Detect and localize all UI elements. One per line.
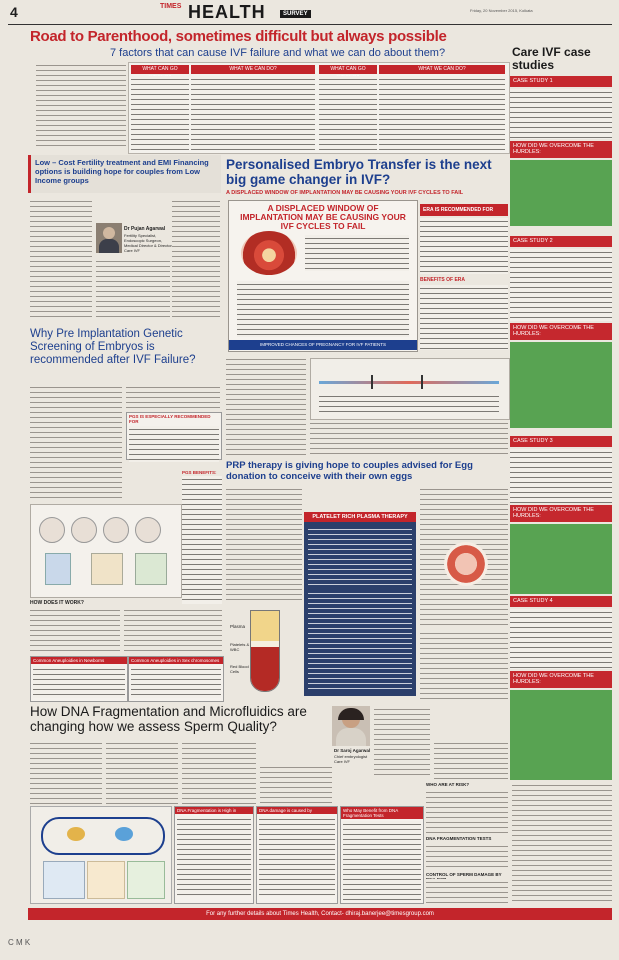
table-col-4: [379, 76, 505, 150]
pgs-how-text: [30, 607, 120, 653]
prp-graphic-text: [308, 590, 412, 690]
era-recommended-list: [420, 218, 508, 274]
print-marks: C M K: [8, 938, 31, 947]
prp-col-1: [226, 486, 302, 604]
table-col-1: [131, 76, 189, 150]
pgs-recommended-title: PGS IS ESPECIALLY RECOMMENDED FOR: [129, 414, 211, 424]
era-graphic-bar-text: IMPROVED CHANCES OF PREGNANCY FOR IVF PATIENTS: [259, 342, 386, 347]
era-graphic-bar: [229, 340, 417, 350]
pgs-benefits: [182, 470, 222, 610]
dna-sub-control: CONTROL OF SPERM DAMAGE BY: [426, 872, 502, 877]
case-study-1-result: [510, 160, 612, 226]
prp-tube-illustration: [230, 606, 302, 696]
pgs-table-newborns-rows: [33, 666, 125, 698]
pgs-col-1: [30, 384, 122, 500]
dna-table-cause: [256, 806, 338, 904]
low-cost-col-1: [30, 198, 92, 318]
pgs-recommended-box: [126, 412, 222, 460]
case-study-1: [510, 76, 612, 226]
table-header-do-2: WHAT WE CAN DO?: [379, 65, 505, 74]
case-study-4-result: [510, 690, 612, 780]
era-body-col-1: [226, 356, 306, 456]
dna-microfluidics-diagram: [30, 806, 172, 904]
prp-circle-graphic: [436, 540, 498, 596]
case-study-3-result: [510, 524, 612, 594]
pgs-table-sex-title: Common Aneuploidies in Sex chromosomes: [129, 657, 223, 664]
era-body-col-2: [310, 420, 508, 456]
case-study-4-label: CASE STUDY 4: [510, 596, 612, 607]
page-date: Friday, 20 November 2015, Kolkata: [470, 8, 533, 13]
case-study-4-sub: HOW DID WE OVERCOME THE HURDLES:: [510, 671, 612, 688]
era-recommended-title: ERA IS RECOMMENDED FOR: [423, 207, 494, 213]
pgs-table-sex-rows: [131, 666, 221, 698]
dr-saroj-photo: [332, 706, 370, 746]
sidebar-bottom-text: [512, 782, 612, 902]
pgs-benefits-title: PGS BENEFITS:: [182, 470, 217, 475]
page-number: 4: [10, 4, 18, 20]
dr-pujan-photo: [96, 223, 122, 253]
case-study-3: [510, 436, 612, 586]
case-study-2-label: CASE STUDY 2: [510, 236, 612, 247]
era-graphic-title: A DISPLACED WINDOW OF IMPLANTATION MAY BE CAUSING YOUR IVF CYCLES TO FAIL: [240, 203, 406, 231]
era-headline: Personalised Embryo Transfer is the next big game changer in IVF?: [226, 157, 492, 187]
pgs-benefits-list: [182, 476, 222, 604]
era-recommended-header: [420, 204, 508, 216]
case-study-4: [510, 596, 612, 776]
era-graphic: [228, 200, 418, 352]
prp-graphic-steps: [308, 526, 412, 586]
pgs-table-newborns: [30, 656, 128, 702]
low-cost-header: [28, 155, 221, 193]
era-graphic-callout: [305, 235, 409, 271]
lead-subhead: 7 factors that can cause IVF failure and what we can do about them?: [110, 47, 446, 59]
prp-label-plasma: Plasma: [230, 624, 246, 629]
lead-intro-text: [36, 62, 126, 150]
low-cost-headline: Low – Cost Fertility treatment and EMI Financing options is building hope for couples from Low Income groups: [35, 158, 209, 185]
low-cost-col-3: [172, 198, 220, 318]
prp-headline: PRP therapy is giving hope to couples advised for Egg donation to conceive with their own eggs: [226, 460, 473, 482]
prp-graphic: [304, 512, 416, 696]
dna-table-benefit-title: Who May Benefit from DNA Fragmentation Tests: [341, 807, 423, 819]
prp-col-4: [420, 630, 508, 700]
era-benefits-list: [420, 285, 508, 350]
dna-headline: How DNA Fragmentation and Microfluidics are changing how we assess Sperm Quality?: [30, 704, 307, 734]
pgs-diagram: [30, 504, 182, 598]
dr-pujan-role: Fertility Specialist, Endoscopic Surgeon, Medical Director & Director Care IVF: [124, 233, 172, 253]
case-study-1-sub: HOW DID WE OVERCOME THE HURDLES:: [510, 141, 612, 158]
prp-label-platelets: Platelets & WBC: [230, 642, 250, 652]
case-study-3-text: [510, 449, 612, 503]
dr-saroj-role: Chief embryologist Care IVF: [334, 754, 368, 764]
masthead-health: HEALTH: [188, 2, 266, 22]
section-masthead: [160, 2, 340, 24]
dna-col-1: [30, 740, 102, 804]
dna-risk-text: [426, 789, 508, 833]
low-cost-col-2: [96, 258, 170, 318]
dna-col-4: [260, 764, 332, 804]
case-study-3-sub: HOW DID WE OVERCOME THE HURDLES:: [510, 505, 612, 522]
dna-col-3: [182, 740, 256, 804]
pgs-table-newborns-title: Common Aneuploidies in Newborns: [31, 657, 127, 664]
footer-bar: [28, 908, 612, 920]
case-study-2-sub: HOW DID WE OVERCOME THE HURDLES:: [510, 323, 612, 340]
dna-table-high-title: DNA Fragmentation is High in: [175, 807, 253, 814]
pgs-how-text-2: [124, 607, 222, 653]
factors-table: [128, 62, 510, 154]
sidebar-title: Care IVF case studies: [512, 45, 591, 72]
dna-col-2: [106, 740, 178, 804]
top-rule: [8, 24, 612, 25]
case-study-3-label: CASE STUDY 3: [510, 436, 612, 447]
dr-saroj-name: Dr Saroj Agarwal: [334, 748, 371, 753]
table-col-3: [319, 76, 377, 150]
pgs-headline: Why Pre Implantation Genetic Screening of Embryos is recommended after IVF Failure?: [30, 328, 196, 366]
dna-col-5: [434, 740, 508, 780]
dna-table-benefit: [340, 806, 424, 904]
dna-sub-tests: DNA FRAGMENTATION TESTS: [426, 836, 492, 841]
dna-table-high: [174, 806, 254, 904]
era-benefits-title: BENEFITS OF ERA: [420, 277, 466, 283]
dna-control-text: [426, 879, 508, 903]
pgs-table-sex: [128, 656, 224, 702]
dna-table-cause-title: DNA damage is caused by: [257, 807, 337, 814]
case-study-2-text: [510, 249, 612, 321]
case-study-1-label: CASE STUDY 1: [510, 76, 612, 87]
case-study-2: [510, 236, 612, 426]
pgs-recommended-list: [129, 426, 219, 462]
table-header-do-1: WHAT WE CAN DO?: [191, 65, 315, 74]
footer-text: For any further details about Times Health, Contact- dhiraj.banerjee@timesgroup.com: [206, 911, 434, 917]
dna-table-cause-rows: [259, 816, 335, 896]
case-study-4-text: [510, 609, 612, 669]
table-header-wrong-1: WHAT CAN GO: [131, 65, 189, 74]
prp-label-rbc: Red Blood Cells: [230, 664, 249, 674]
era-graphic-text: [237, 281, 409, 337]
pgs-col-2-top: [126, 384, 220, 410]
endometrium-timeline: [310, 358, 510, 420]
dna-sub-risk: WHO ARE AT RISK?: [426, 782, 470, 787]
pgs-how-title: HOW DOES IT WORK?: [30, 600, 84, 606]
lead-headline: Road to Parenthood, sometimes difficult but always possible: [30, 28, 447, 45]
era-subtitle: A DISPLACED WINDOW OF IMPLANTATION MAY BE CAUSING YOUR IVF CYCLES TO FAIL: [226, 190, 464, 196]
uterus-illustration: [241, 231, 297, 275]
table-header-wrong-2: WHAT CAN GO: [319, 65, 377, 74]
case-study-2-result: [510, 342, 612, 428]
masthead-times: TIMES: [160, 3, 182, 10]
dna-table-high-rows: [177, 816, 251, 896]
dr-pujan-name: Dr Pujan Agarwal: [124, 226, 166, 232]
case-study-1-text: [510, 89, 612, 139]
timeline-notes: [319, 393, 499, 415]
dna-tests-text: [426, 843, 508, 869]
dna-table-benefit-rows: [343, 821, 421, 901]
prp-graphic-title: PLATELET RICH PLASMA THERAPY: [304, 512, 416, 522]
masthead-survey: SURVEY: [280, 10, 311, 18]
dna-col-intro: [374, 706, 430, 776]
table-col-2: [191, 76, 315, 150]
